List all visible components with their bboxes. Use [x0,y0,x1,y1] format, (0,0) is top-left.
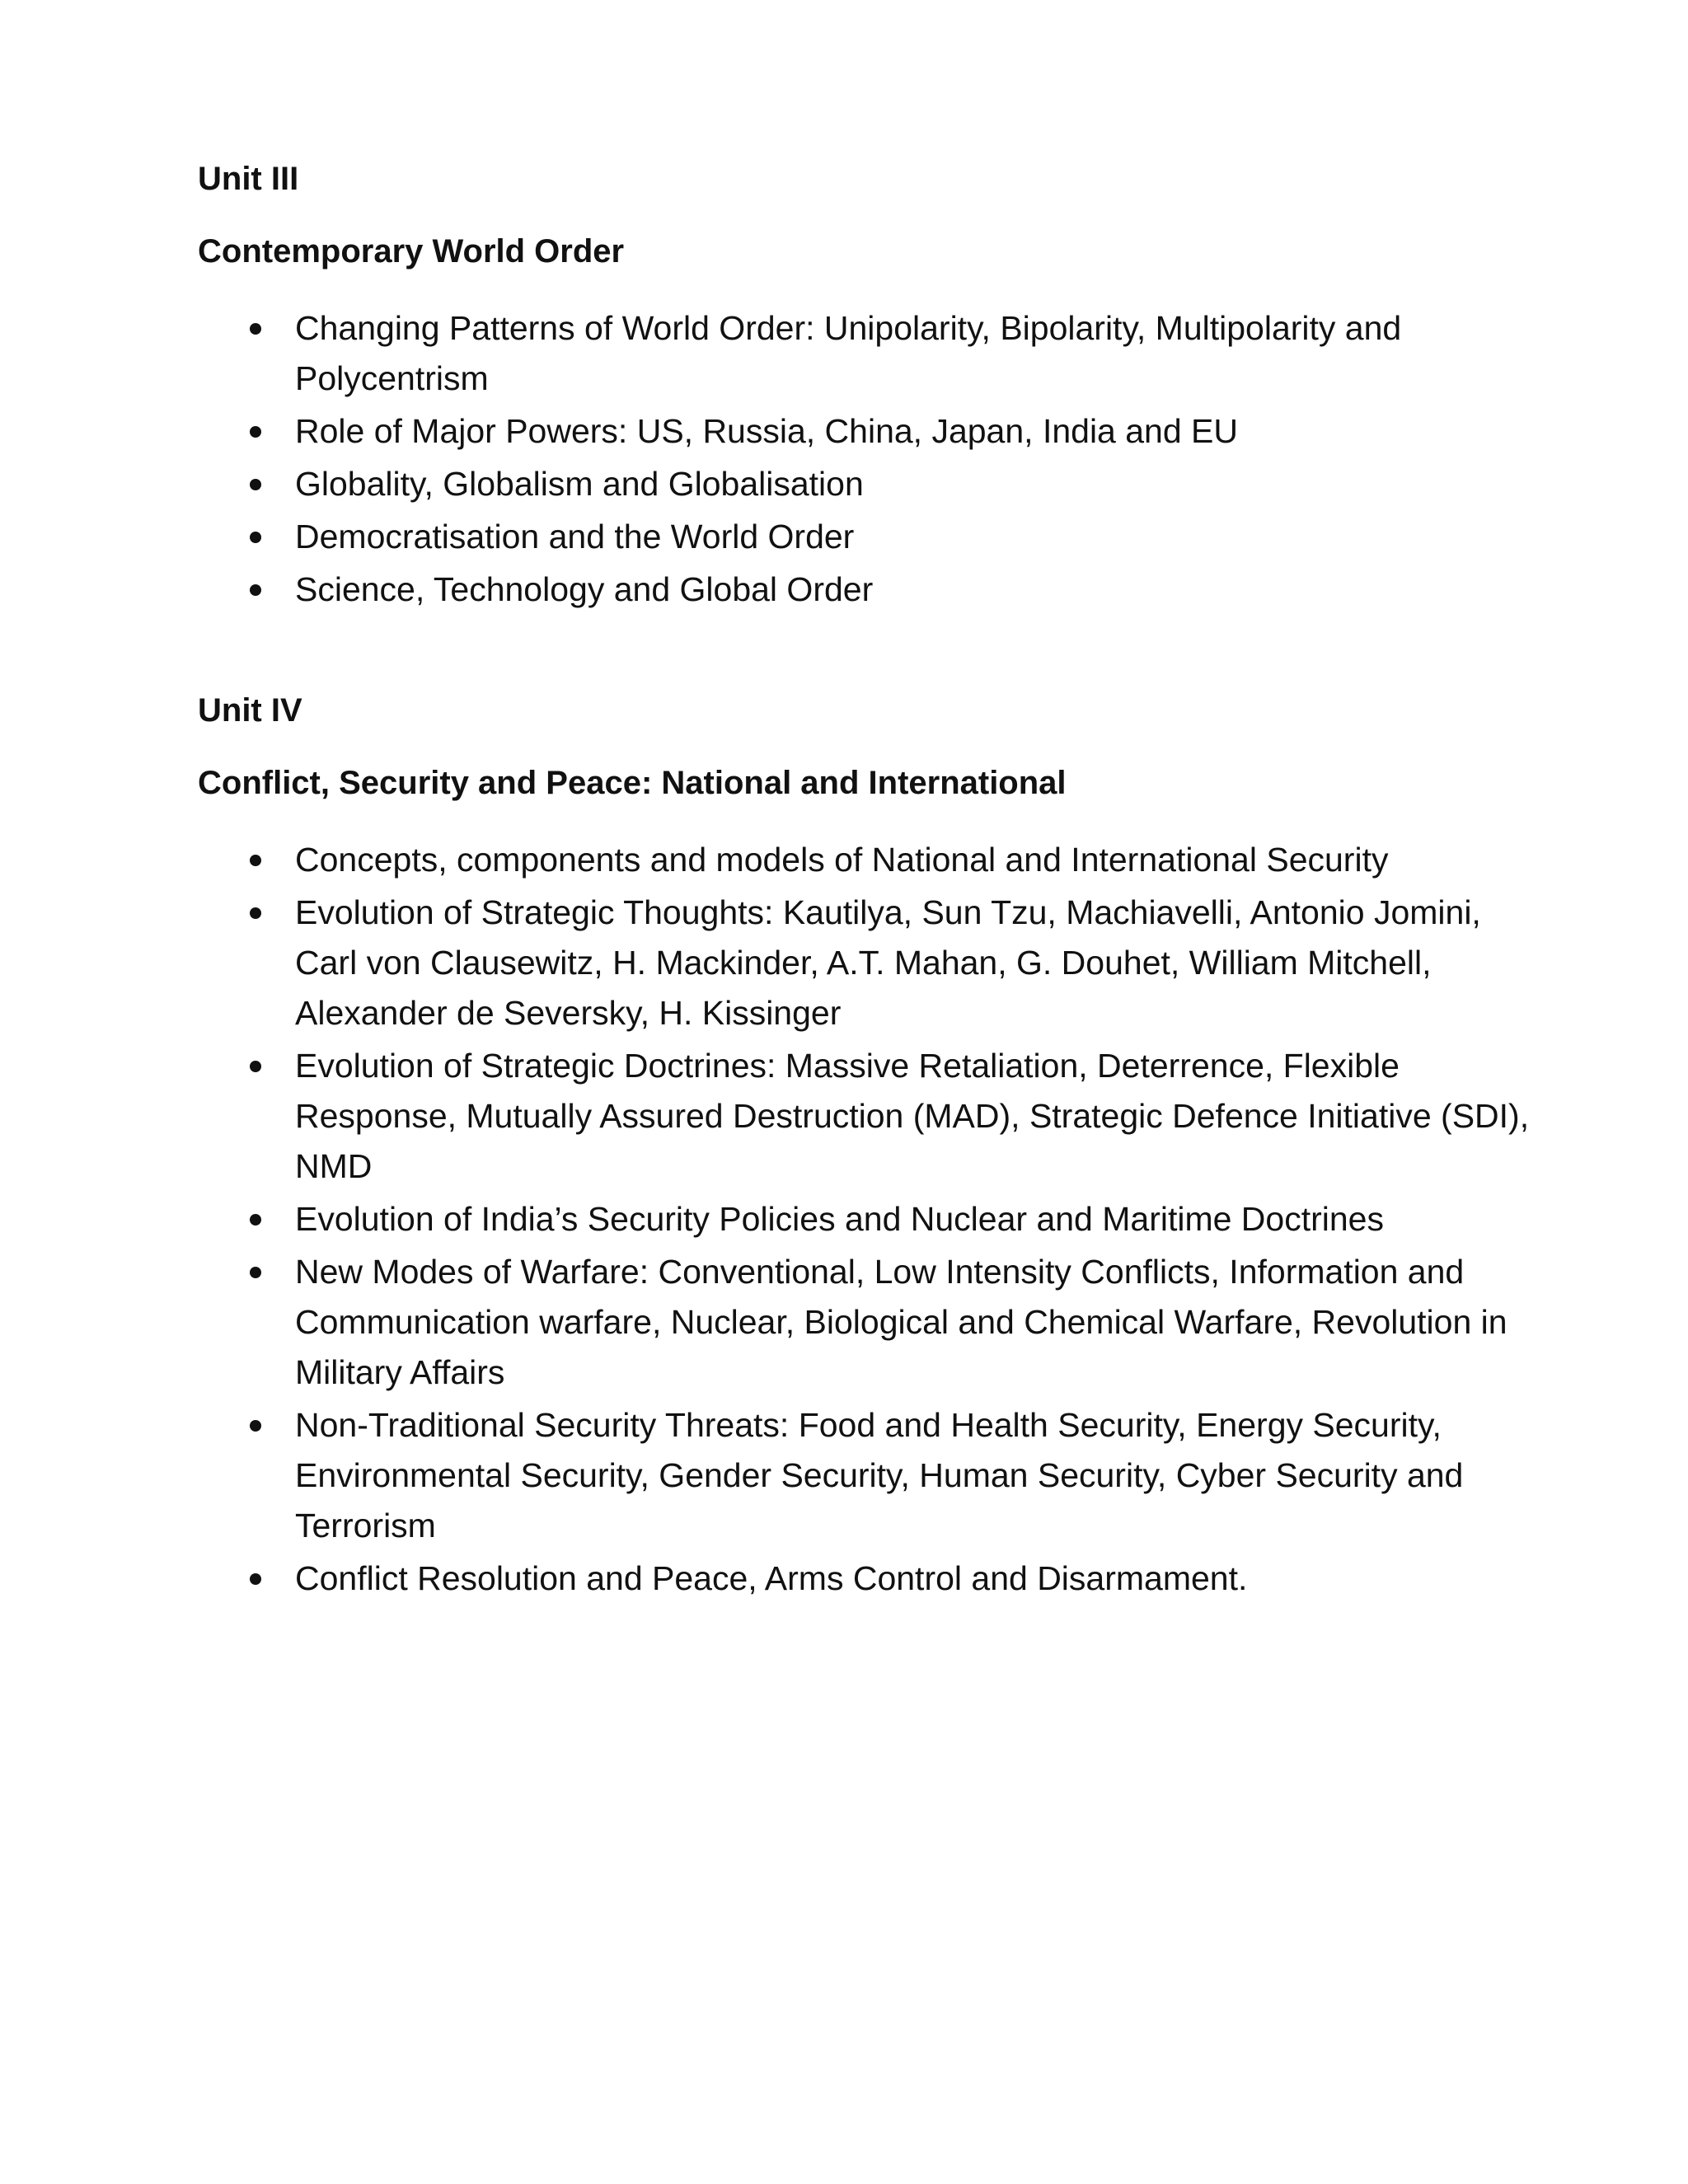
bullet-icon [250,479,261,490]
bullet-icon [250,1214,261,1226]
list-item-text: Globality, Globalism and Globalisation [295,465,864,503]
bullet-icon [250,1420,261,1432]
list-item [198,1247,1550,1398]
list-item-text: Changing Patterns of World Order: Unipolarity, Bipolarity, Multipolarity and Polycentrism [295,309,1402,397]
list-item-text: Non-Traditional Security Threats: Food and Health Security, Energy Security, Environmental Security, Gender Security, Human Security, Cyber Security and Terrorism [295,1406,1464,1544]
list-item [198,1041,1550,1192]
list-item [198,835,1550,885]
bullet-icon [250,426,261,438]
list-item-text: Evolution of Strategic Thoughts: Kautilya, Sun Tzu, Machiavelli, Antonio Jomini, Carl von Clausewitz, H. Mackinder, A.T. Mahan, G. Douhet, William Mitchell, Alexander de Seversky, H. Kissinger [295,893,1481,1032]
list-item-text: New Modes of Warfare: Conventional, Low Intensity Conflicts, Information and Communication warfare, Nuclear, Biological and Chemical Warfare, Revolution in Military Affairs [295,1253,1507,1391]
list-item [198,1554,1550,1604]
bullet-icon [250,1061,261,1072]
unit-3-title: Contemporary World Order [198,233,625,269]
list-item [198,303,1550,404]
list-item-text: Role of Major Powers: US, Russia, China, Japan, India and EU [295,412,1238,450]
list-item [198,406,1550,457]
bullet-icon [250,1267,261,1278]
unit-4-title: Conflict, Security and Peace: National and International [198,765,1067,801]
bullet-icon [250,1573,261,1585]
list-item [198,512,1550,562]
bullet-icon [250,323,261,335]
list-item-text: Conflict Resolution and Peace, Arms Control and Disarmament. [295,1559,1248,1597]
list-item [198,459,1550,509]
unit-4-topic-list [198,835,1550,1606]
unit-4-label: Unit IV [198,692,302,729]
list-item [198,1194,1550,1244]
list-item [198,888,1550,1038]
list-item-text: Science, Technology and Global Order [295,570,874,608]
bullet-icon [250,584,261,596]
bullet-icon [250,855,261,866]
list-item-text: Concepts, components and models of National and International Security [295,841,1389,879]
bullet-icon [250,532,261,543]
unit-3-topic-list [198,303,1550,617]
list-item-text: Democratisation and the World Order [295,518,855,555]
unit-3-label: Unit III [198,161,299,197]
list-item-text: Evolution of Strategic Doctrines: Massive Retaliation, Deterrence, Flexible Response, Mutually Assured Destruction (MAD), Strategic Defence Initiative (SDI), NMD [295,1047,1530,1185]
bullet-icon [250,907,261,919]
list-item-text: Evolution of India’s Security Policies and Nuclear and Maritime Doctrines [295,1200,1384,1238]
list-item [198,565,1550,615]
list-item [198,1400,1550,1551]
